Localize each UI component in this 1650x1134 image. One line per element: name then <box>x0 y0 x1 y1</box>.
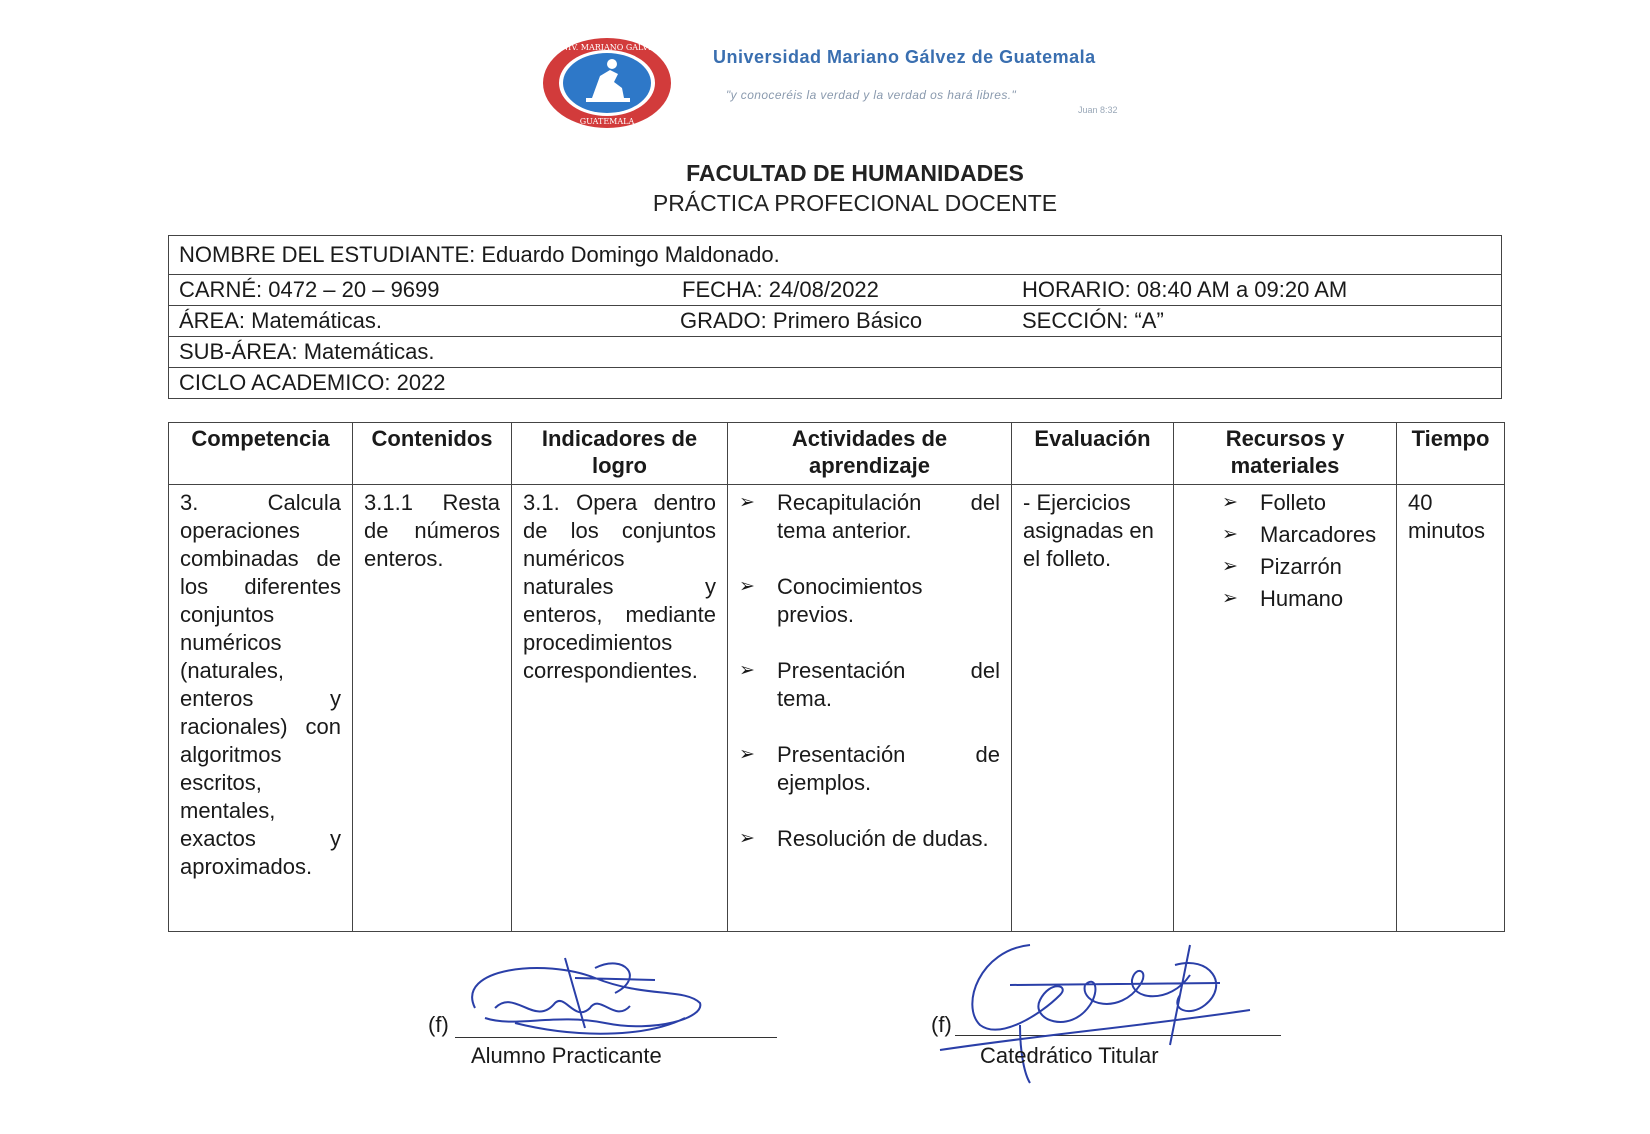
arrow-bullet-icon: ➢ <box>1222 588 1238 609</box>
svg-text:GUATEMALA: GUATEMALA <box>579 117 635 126</box>
arrow-bullet-icon: ➢ <box>739 576 755 597</box>
activity-text: Presentación de ejemplos. <box>777 742 1000 795</box>
list-item <box>739 741 1000 797</box>
info-row-carne <box>169 275 1501 306</box>
arrow-bullet-icon: ➢ <box>739 744 755 765</box>
schedule-value: HORARIO: 08:40 AM a 09:20 AM <box>1022 277 1348 302</box>
indicadores-cell: 3.1. Opera dentro de los conjuntos numéricos naturales y enteros, mediante procedimientos correspondientes. <box>512 485 728 932</box>
arrow-bullet-icon: ➢ <box>739 660 755 681</box>
info-row-student <box>169 236 1501 275</box>
tiempo-cell: 40 minutos <box>1397 485 1505 932</box>
header-evaluacion: Evaluación <box>1012 423 1174 485</box>
academic-cycle-value: CICLO ACADEMICO: 2022 <box>179 370 446 395</box>
student-signature-label: Alumno Practicante <box>471 1043 662 1068</box>
activity-text: Recapitulación del tema anterior. <box>777 490 1000 543</box>
header-actividades: Actividades de aprendizaje <box>728 423 1012 485</box>
arrow-bullet-icon: ➢ <box>1222 492 1238 513</box>
section-value: SECCIÓN: “A” <box>1022 308 1164 333</box>
university-name: Universidad Mariano Gálvez de Guatemala <box>713 47 1096 67</box>
student-handwritten-signature <box>455 948 715 1048</box>
header-tiempo: Tiempo <box>1397 423 1505 485</box>
actividades-cell <box>728 485 1012 932</box>
list-item <box>1222 553 1385 581</box>
subarea-value: SUB-ÁREA: Matemáticas. <box>179 339 435 364</box>
resource-text: Marcadores <box>1260 522 1377 547</box>
info-row-subarea <box>169 337 1501 368</box>
faculty-title: FACULTAD DE HUMANIDADES <box>686 160 1024 186</box>
lesson-plan-header-row <box>169 423 1505 485</box>
university-motto: "y conoceréis la verdad y la verdad os hará libres." <box>726 88 1017 102</box>
list-item <box>1222 585 1385 613</box>
university-seal-logo <box>540 36 675 131</box>
student-info-table <box>168 235 1502 399</box>
resources-list <box>1222 489 1385 613</box>
arrow-bullet-icon: ➢ <box>1222 556 1238 577</box>
arrow-bullet-icon: ➢ <box>1222 524 1238 545</box>
arrow-bullet-icon: ➢ <box>739 492 755 513</box>
recursos-cell <box>1174 485 1397 932</box>
activity-text: Presentación del tema. <box>777 658 1000 711</box>
list-item <box>739 489 1000 545</box>
student-name: NOMBRE DEL ESTUDIANTE: Eduardo Domingo Maldonado. <box>179 242 780 267</box>
resource-text: Folleto <box>1260 490 1327 515</box>
date-value: FECHA: 24/08/2022 <box>682 277 879 302</box>
carne-value: CARNÉ: 0472 – 20 – 9699 <box>179 277 440 302</box>
svg-text:UNIV. MARIANO GALVEZ: UNIV. MARIANO GALVEZ <box>554 43 660 52</box>
area-value: ÁREA: Matemáticas. <box>179 308 382 333</box>
header-competencia: Competencia <box>169 423 353 485</box>
competencia-cell: 3. Calcula operaciones combinadas de los diferentes conjuntos numéricos (naturales, enteros y racionales) con algoritmos escritos, mentales, exactos y aproximados. <box>169 485 353 932</box>
list-item <box>739 825 1000 853</box>
activity-text: Conocimientos previos. <box>777 574 923 627</box>
list-item <box>1222 489 1385 517</box>
motto-reference: Juan 8:32 <box>1078 105 1118 115</box>
student-signature-mark: (f) <box>428 1012 449 1037</box>
grade-value: GRADO: Primero Básico <box>680 308 923 333</box>
list-item <box>739 573 1000 629</box>
info-row-area <box>169 306 1501 337</box>
list-item <box>739 657 1000 713</box>
lesson-plan-table <box>168 422 1505 932</box>
resource-text: Pizarrón <box>1260 554 1342 579</box>
teacher-signature-label: Catedrático Titular <box>980 1043 1159 1068</box>
teacher-signature-mark: (f) <box>931 1012 952 1037</box>
header-contenidos: Contenidos <box>353 423 512 485</box>
activity-text: Resolución de dudas. <box>777 826 989 851</box>
activities-list <box>739 489 1000 853</box>
list-item <box>1222 521 1385 549</box>
header-recursos: Recursos y materiales <box>1174 423 1397 485</box>
header-indicadores: Indicadores de logro <box>512 423 728 485</box>
resource-text: Humano <box>1260 586 1344 611</box>
arrow-bullet-icon: ➢ <box>739 828 755 849</box>
practice-subtitle: PRÁCTICA PROFECIONAL DOCENTE <box>652 190 1058 216</box>
info-row-cycle <box>169 368 1501 398</box>
evaluacion-cell: - Ejercicios asignadas en el folleto. <box>1012 485 1174 932</box>
contenidos-cell: 3.1.1 Resta de números enteros. <box>353 485 512 932</box>
lesson-plan-row <box>169 485 1505 932</box>
